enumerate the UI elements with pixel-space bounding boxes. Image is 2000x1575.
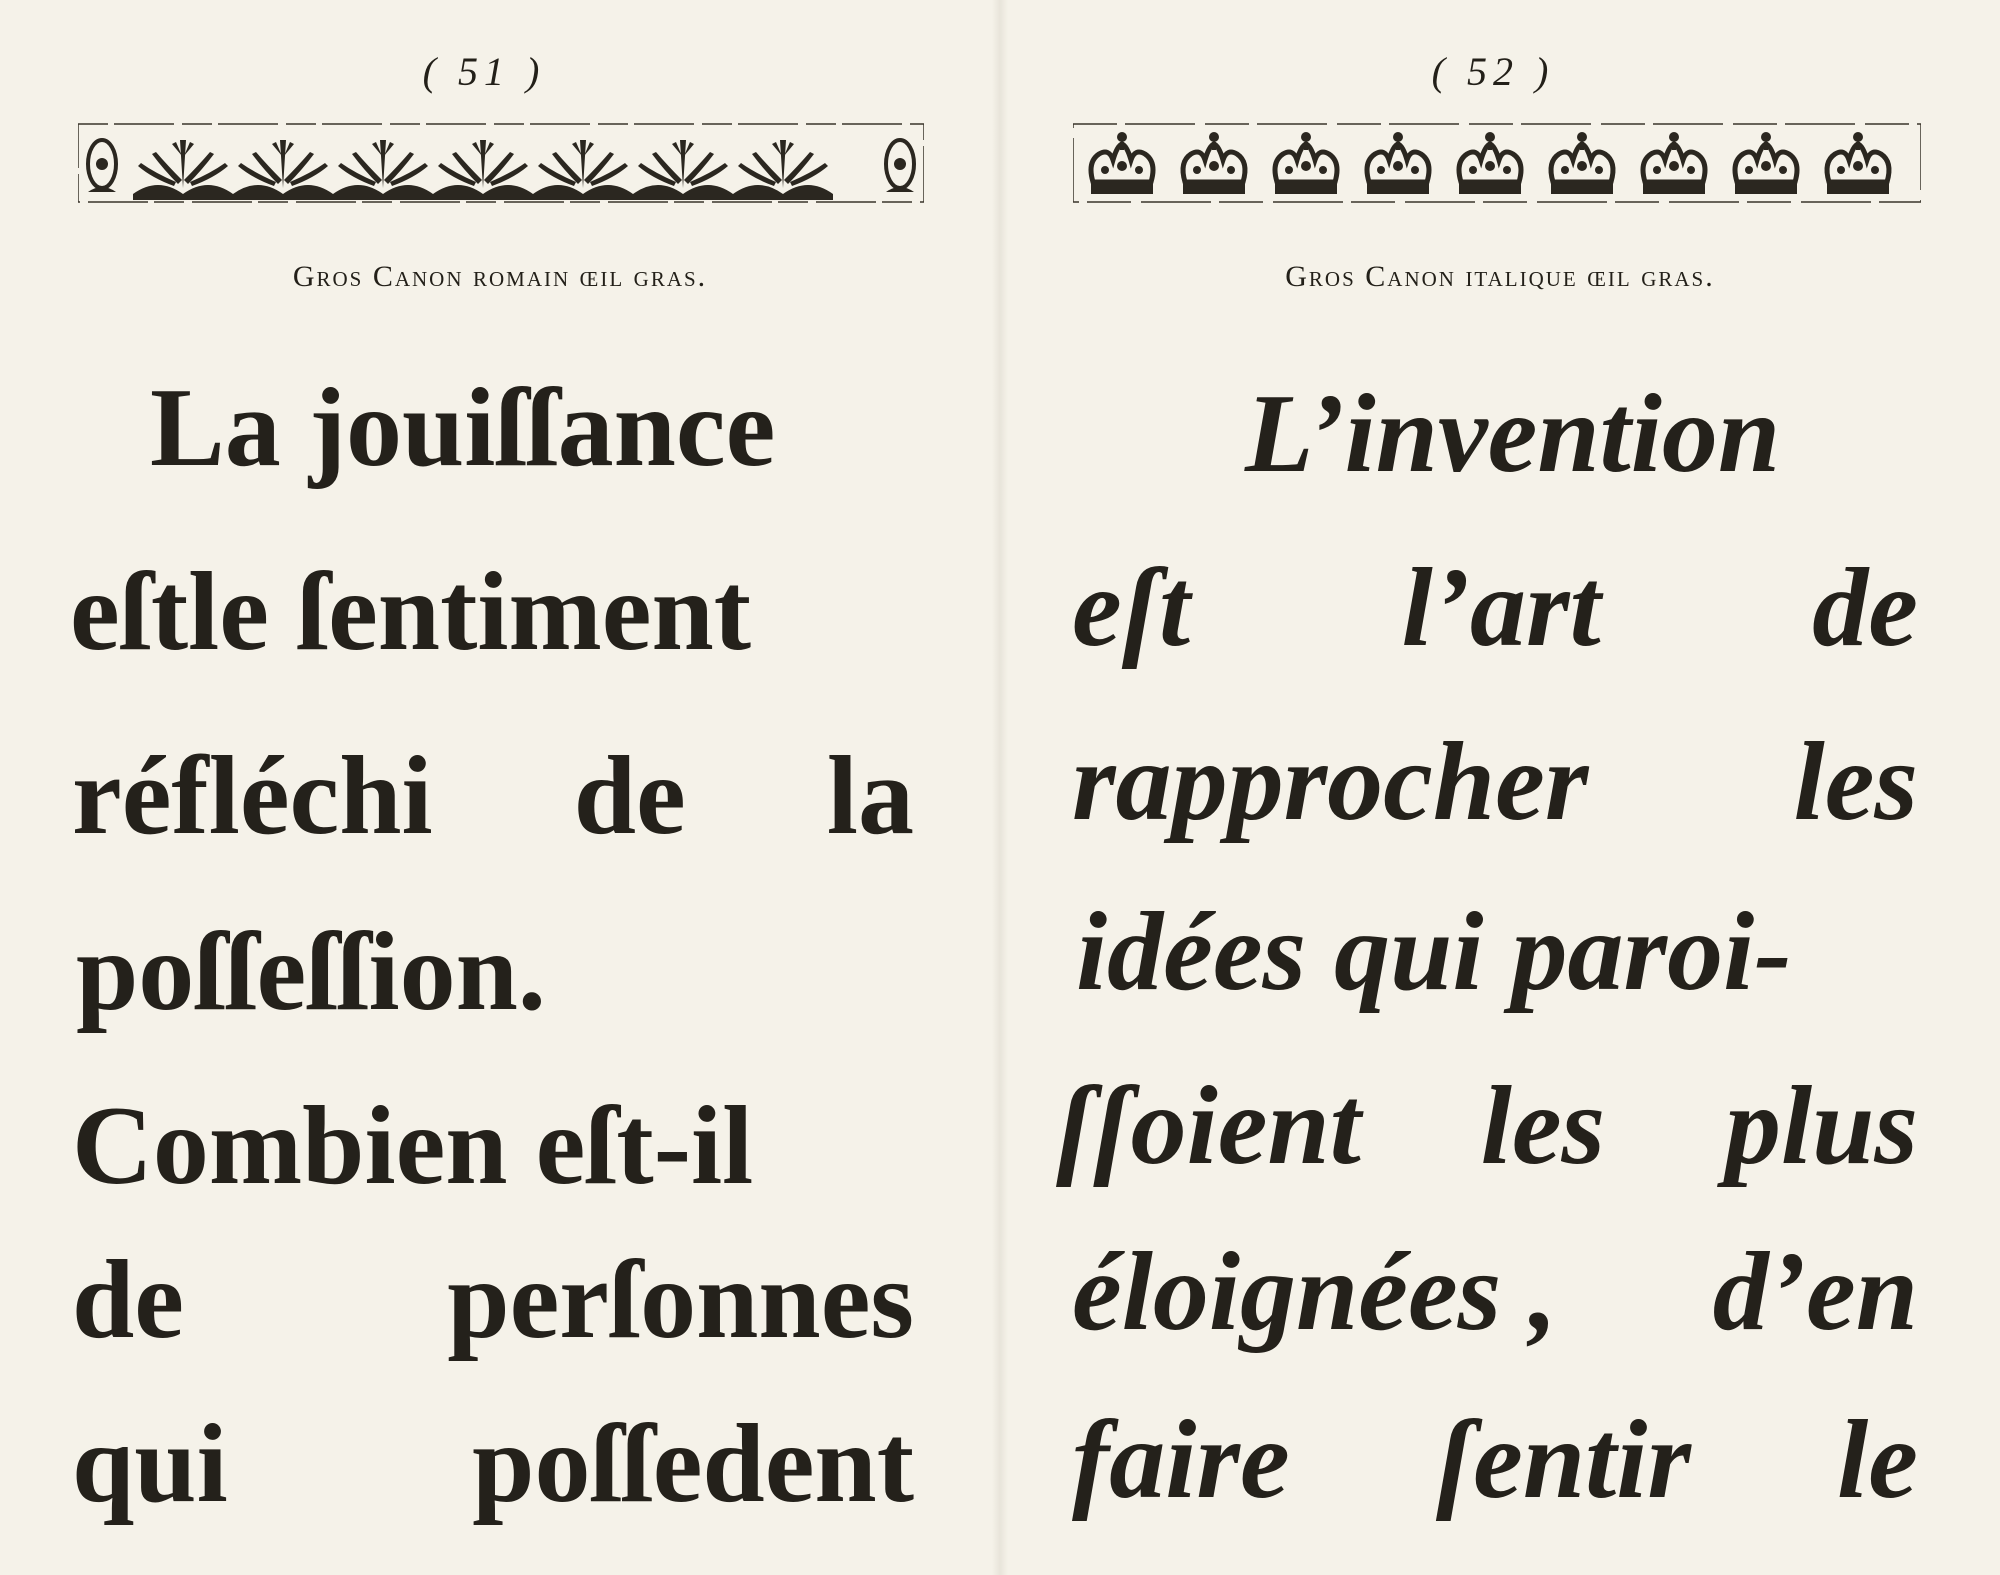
specimen-line-7 <box>72 1402 914 1526</box>
page-number: ( 51 ) <box>422 49 546 94</box>
word: rapprocher <box>1072 720 1589 844</box>
specimen-line-4: poſſeſſion. <box>76 910 546 1034</box>
word: faire <box>1072 1398 1290 1522</box>
word: poſſedent <box>472 1402 914 1526</box>
specimen-line-6 <box>1072 1230 1918 1354</box>
specimen-line-3 <box>72 734 914 858</box>
word: les <box>1793 720 1918 844</box>
word: plus <box>1725 1064 1918 1188</box>
word: les <box>1480 1064 1606 1188</box>
specimen-line-1: L’invention <box>1245 372 1781 496</box>
word: qui <box>72 1402 228 1526</box>
word: la <box>826 734 914 858</box>
running-head: Gros Canon italique œil gras. <box>1285 260 1715 293</box>
specimen-line-7 <box>1072 1398 1918 1522</box>
right-page <box>1000 0 2000 1575</box>
word: d’en <box>1712 1230 1918 1354</box>
word: ſentir <box>1435 1398 1691 1522</box>
specimen-line-5: Combien eſt-il <box>72 1084 754 1208</box>
specimen-line-2: eſtle ſentiment <box>70 550 752 674</box>
specimen-line-4: idées qui paroi- <box>1076 890 1792 1014</box>
word: ſſoient <box>1056 1064 1361 1188</box>
word: éloignées , <box>1072 1230 1558 1354</box>
specimen-line-1: La jouiſſance <box>150 366 776 490</box>
italic-specimen-text <box>1000 0 2000 1575</box>
specimen-line-5 <box>1056 1064 1918 1188</box>
word: eſt <box>1072 546 1191 670</box>
specimen-line-2 <box>1072 546 1918 670</box>
word: de <box>72 1238 184 1362</box>
word: réfléchi <box>72 734 433 858</box>
word: de <box>1812 546 1918 670</box>
word: l’art <box>1401 546 1601 670</box>
word: perſonnes <box>447 1238 914 1362</box>
page-number: ( 52 ) <box>1431 49 1555 94</box>
word: de <box>573 734 686 858</box>
specimen-line-6 <box>72 1238 914 1362</box>
specimen-line-3 <box>1072 720 1918 844</box>
word: le <box>1837 1398 1918 1522</box>
running-head: Gros Canon romain œil gras. <box>292 260 708 293</box>
